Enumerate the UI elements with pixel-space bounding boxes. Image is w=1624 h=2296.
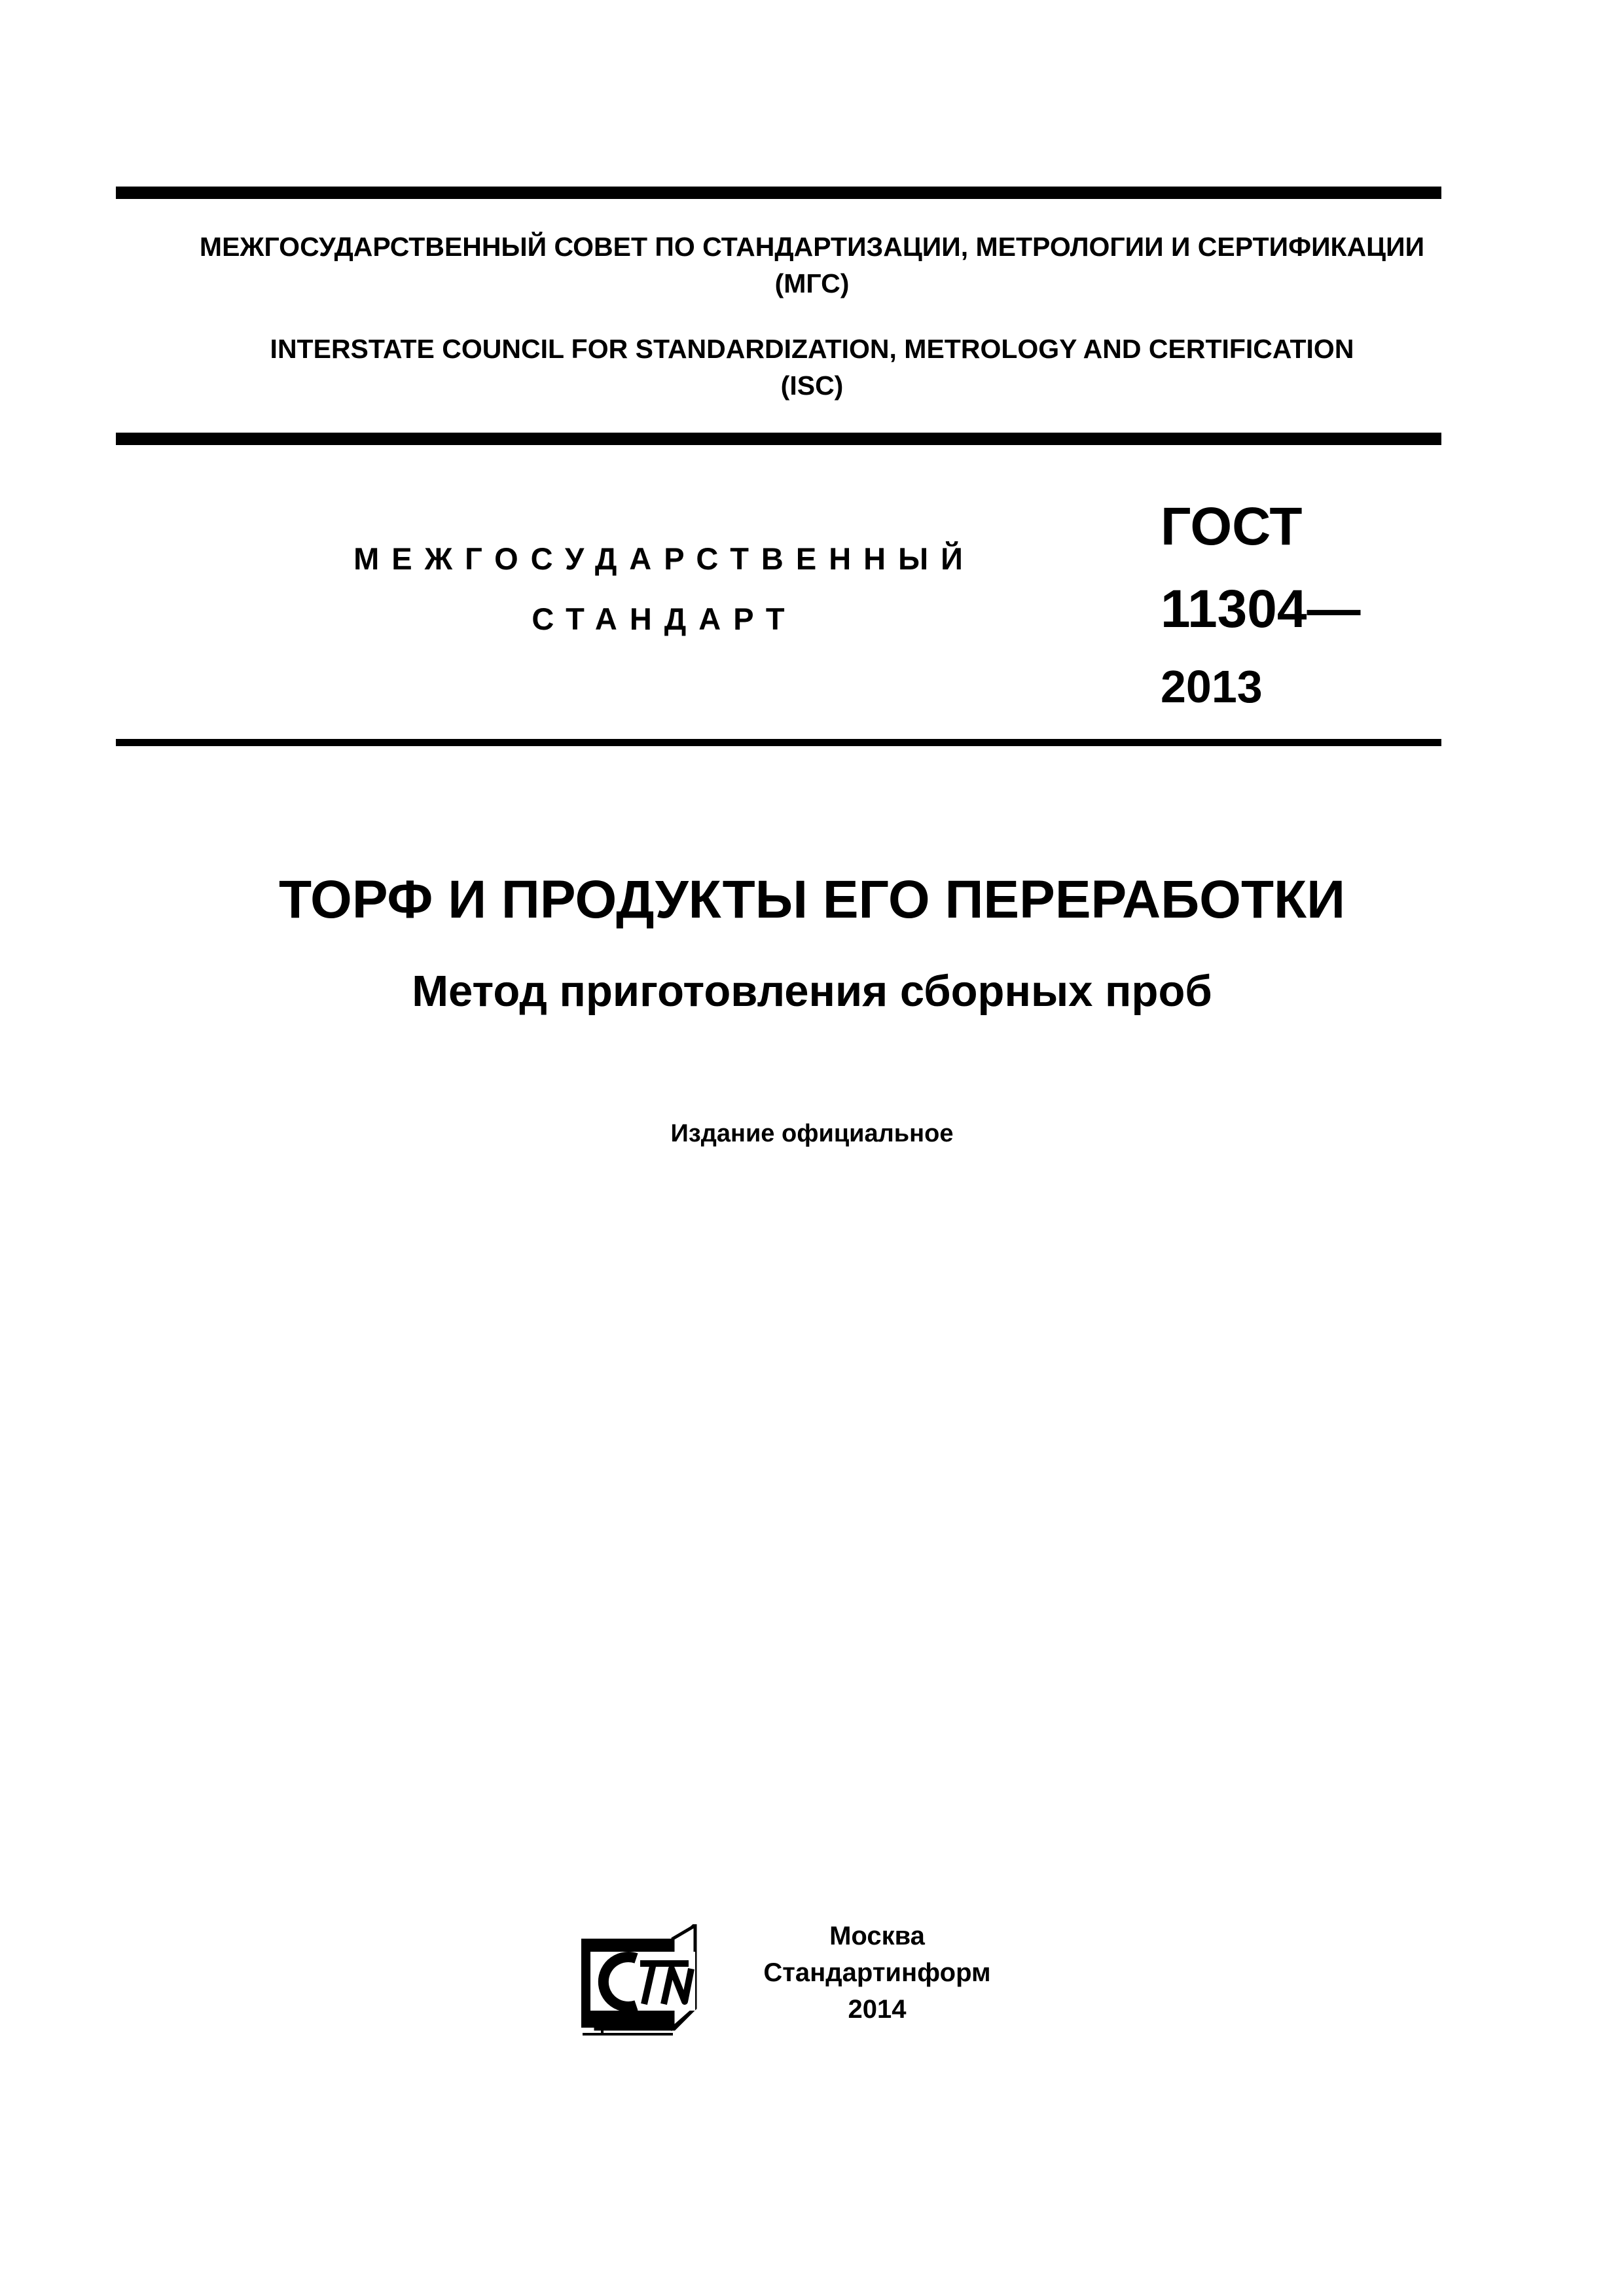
standard-number: 11304— — [1161, 579, 1361, 639]
council-name-en — [0, 331, 1624, 404]
publisher-logo-icon — [576, 1924, 707, 2036]
bottom-rule — [116, 739, 1441, 746]
imprint-publisher: Стандартинформ — [763, 1958, 991, 1987]
document-title: ТОРФ И ПРОДУКТЫ ЕГО ПЕРЕРАБОТКИ — [278, 870, 1346, 929]
edition-note: Издание официальное — [670, 1120, 954, 1147]
middle-rule — [116, 433, 1441, 445]
imprint-city: Москва — [829, 1922, 925, 1950]
imprint-year: 2014 — [848, 1995, 907, 2024]
document-subtitle: Метод приготовления сборных проб — [412, 967, 1212, 1016]
top-rule — [116, 187, 1441, 199]
council-en-line: INTERSTATE COUNCIL FOR STANDARDIZATION, METROLOGY AND CERTIFICATION — [270, 334, 1354, 364]
council-en-abbr: (ISC) — [780, 370, 844, 401]
standard-designation — [1161, 486, 1361, 723]
standard-kind-line2: СТАНДАРТ — [532, 601, 797, 636]
imprint — [740, 1918, 1015, 2028]
standard-kind — [262, 529, 1067, 649]
standard-kind-line1: МЕЖГОСУДАРСТВЕННЫЙ — [353, 541, 975, 576]
council-name-ru — [0, 228, 1624, 302]
standard-year: 2013 — [1161, 661, 1263, 712]
council-ru-line: МЕЖГОСУДАРСТВЕННЫЙ СОВЕТ ПО СТАНДАРТИЗАЦИИ, МЕТРОЛОГИИ И СЕРТИФИКАЦИИ — [199, 232, 1425, 262]
council-ru-abbr: (МГС) — [774, 268, 850, 298]
standard-prefix: ГОСТ — [1161, 497, 1303, 556]
